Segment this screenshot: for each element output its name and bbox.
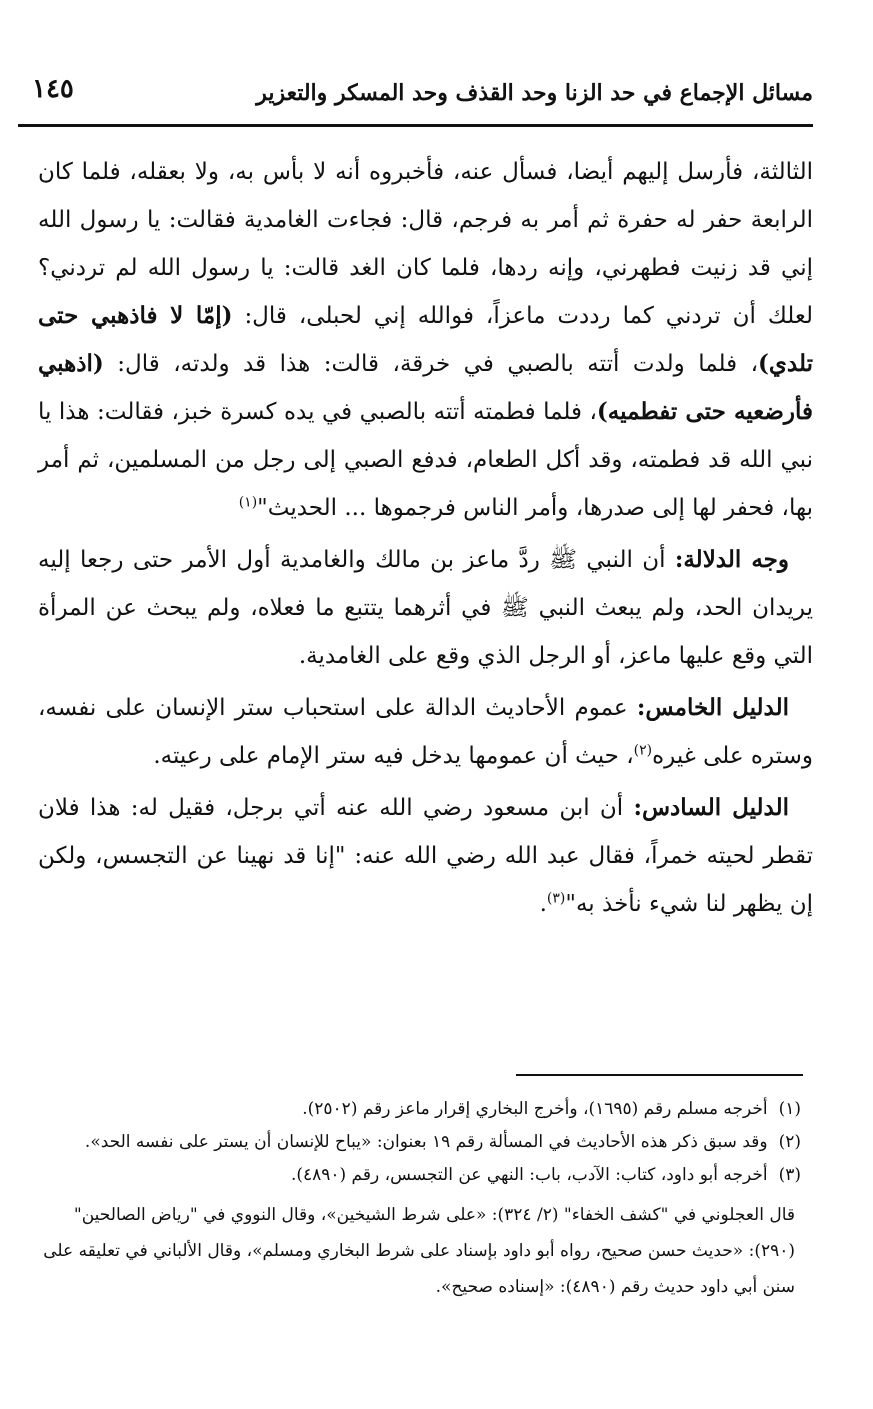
- hadith-text-start: الثالثة، فأرسل إليهم أيضا، فسأل عنه، فأخبروه أنه لا بأس به، ولا بعقله، فلما كان الرابعة حفر له حفرة ثم أمر به فرجم، قال: فجاءت الغامدية فقالت: يا رسول الله إني قد زنيت فطهرني، وإنه ردها، فلما كان الغد قالت: يا رسول الله لم تردني؟ لعلك أن تردني كما رددت ماعزاً، فوالله إني لحبلى، قال:: [38, 159, 813, 329]
- footnote-ref-1: (١): [238, 494, 258, 511]
- hadith-text-end: ، فلما فطمته أتته بالصبي في يده كسرة خبز، فقالت: هذا يا نبي الله قد فطمته، وقد أكل الطعام، فدفع الصبي إلى رجل من المسلمين، ثم أمر بها، فحفر لها إلى صدرها، وأمر الناس فرجموها ... الحديث": [38, 399, 813, 521]
- footnote-ref-3: (٣): [546, 890, 566, 907]
- page-number: ١٤٥: [32, 74, 74, 104]
- fifth-evidence-text-a: عموم الأحاديث الدالة على استحباب ستر الإنسان على نفسه، وستره على غيره: [38, 695, 813, 769]
- evidence-point-heading: وجه الدلالة:: [674, 546, 789, 573]
- footnote-3-number: (٣): [778, 1165, 801, 1185]
- header-title: مسائل الإجماع في حد الزنا وحد القذف وحد المسكر والتعزير: [256, 80, 813, 106]
- paragraph-evidence-point: [38, 536, 813, 680]
- footnote-2-number: (٢): [778, 1132, 801, 1152]
- footnote-1: [30, 1094, 801, 1125]
- fifth-evidence-heading: الدليل الخامس:: [636, 694, 789, 721]
- running-header: [18, 66, 813, 122]
- footnote-1-text: أخرجه مسلم رقم (١٦٩٥)، وأخرج البخاري إقرار ماعز رقم (٢٥٠٢).: [302, 1099, 768, 1119]
- footnote-3-continuation: قال العجلوني في "كشف الخفاء" (٢/ ٣٢٤): «على شرط الشيخين»، وقال النووي في "رياض الصالحين" (٢٩٠): «حديث حسن صحيح، رواه أبو داود بإسناد على شرط البخاري ومسلم»، وقال الألباني في تعليقه على سنن أبي داود حديث رقم (٤٨٩٠): «إسناده صحيح».: [43, 1205, 795, 1297]
- footnotes: [30, 1094, 801, 1307]
- header-rule: [18, 124, 813, 127]
- paragraph-hadith: [38, 148, 813, 532]
- footnote-ref-2: (٢): [633, 742, 653, 759]
- footnote-3-text: أخرجه أبو داود، كتاب: الآدب، باب: النهي عن التجسس، رقم (٤٨٩٠).: [290, 1165, 768, 1185]
- footnote-2: [30, 1127, 801, 1158]
- sixth-evidence-text: أن ابن مسعود رضي الله عنه أتي برجل، فقيل له: هذا فلان تقطر لحيته خمراً، فقال عبد الله رضي الله عنه: "إنا قد نهينا عن التجسس، ولكن إن يظهر لنا شيء نأخذ به": [38, 795, 813, 917]
- fifth-evidence-text-b: ، حيث أن عمومها يدخل فيه ستر الإمام على رعيته.: [153, 743, 634, 769]
- hadith-text-middle: ، فلما ولدت أتته بالصبي في خرقة، قالت: هذا قد ولدته، قال:: [117, 351, 759, 377]
- footnote-2-text: وقد سبق ذكر هذه الأحاديث في المسألة رقم ١٩ بعنوان: «يباح للإنسان أن يستر على نفسه الحد».: [84, 1132, 768, 1152]
- main-text: [38, 148, 813, 932]
- paragraph-fifth-evidence: [38, 684, 813, 780]
- footnote-1-number: (١): [778, 1099, 801, 1119]
- prophet-quote-2: (اذهبي فأرضعيه حتى تفطميه): [38, 350, 813, 425]
- sixth-evidence-heading: الدليل السادس:: [633, 794, 790, 821]
- footnote-3: [30, 1160, 801, 1191]
- prophet-quote-1: (إمّا لا فاذهبي حتى تلدي): [38, 302, 814, 377]
- evidence-point-text: أن النبي ﷺ ردَّ ماعز بن مالك والغامدية أول الأمر حتى رجعا إليه يريدان الحد، ولم يبعث النبي ﷺ في أثرهما يتتبع ما فعلاه، ولم يبحث عن المرأة التي وقع عليها ماعز، أو الرجل الذي وقع على الغامدية.: [38, 547, 813, 669]
- sixth-evidence-end: .: [539, 891, 547, 917]
- footnote-separator: [516, 1074, 803, 1076]
- paragraph-sixth-evidence: [38, 784, 813, 928]
